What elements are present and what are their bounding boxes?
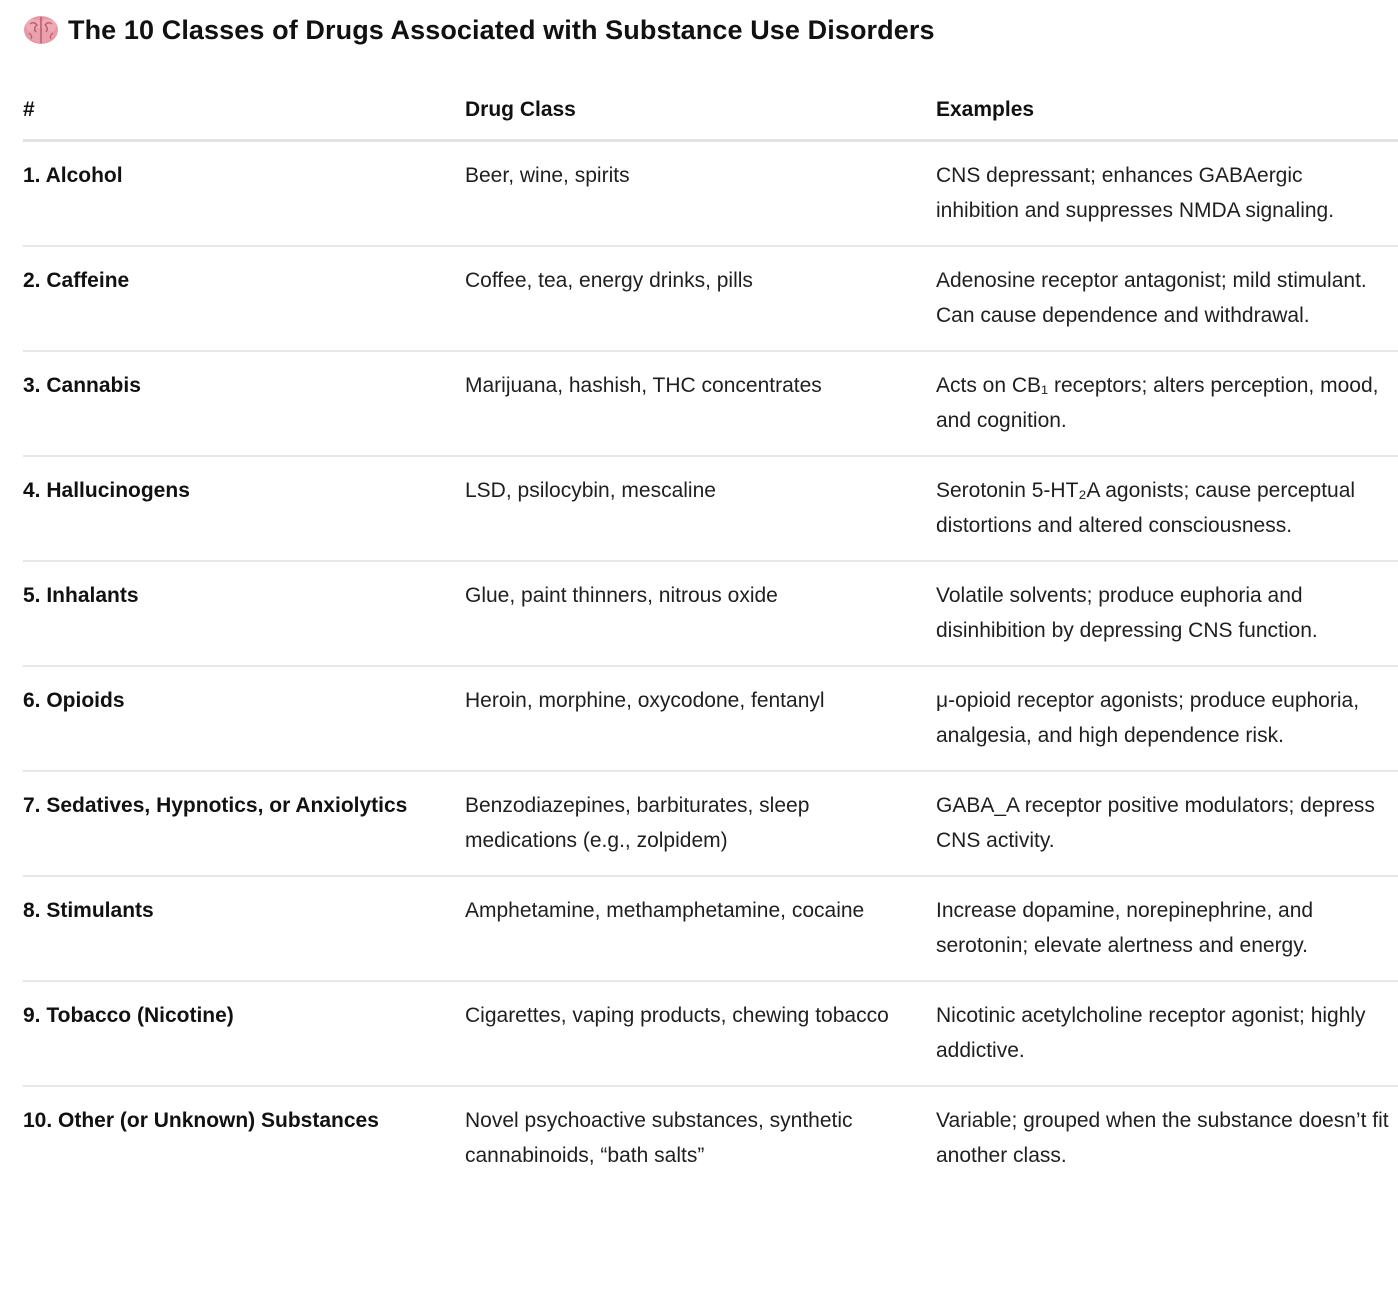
- row-number-cell: 10. Other (or Unknown) Substances: [23, 1109, 379, 1132]
- row-number-cell: 1. Alcohol: [23, 141, 465, 247]
- header-number: #: [23, 78, 465, 141]
- row-number-cell: 2. Caffeine: [23, 246, 465, 351]
- table-row: [23, 771, 1398, 876]
- row-number-cell: 4. Hallucinogens: [23, 456, 465, 561]
- row-number-cell: 6. Opioids: [23, 666, 465, 771]
- drug-class-cell: Beer, wine, spirits: [465, 141, 936, 247]
- examples-cell: Adenosine receptor antagonist; mild stimulant. Can cause dependence and withdrawal.: [936, 246, 1398, 351]
- table-header-row: [23, 78, 1398, 141]
- row-number-cell: 3. Cannabis: [23, 351, 465, 456]
- drug-class-cell: Benzodiazepines, barbiturates, sleep medications (e.g., zolpidem): [465, 771, 936, 876]
- drug-class-cell: Novel psychoactive substances, synthetic cannabinoids, “bath salts”: [465, 1109, 853, 1167]
- table-row: [23, 666, 1398, 771]
- examples-cell: GABA_A receptor positive modulators; depress CNS activity.: [936, 771, 1398, 876]
- row-number-cell: 9. Tobacco (Nicotine): [23, 981, 465, 1086]
- drug-class-cell: Cigarettes, vaping products, chewing tobacco: [465, 981, 936, 1086]
- drug-class-cell: Marijuana, hashish, THC concentrates: [465, 351, 936, 456]
- examples-cell: Volatile solvents; produce euphoria and disinhibition by depressing CNS function.: [936, 561, 1398, 666]
- examples-cell: Variable; grouped when the substance doesn’t fit another class.: [936, 1109, 1389, 1167]
- page-title: [22, 10, 935, 50]
- header-drug-class: Drug Class: [465, 78, 936, 141]
- brain-icon: [22, 13, 60, 47]
- drug-classes-table: [23, 78, 1398, 1190]
- table-row: [23, 141, 1398, 247]
- drug-class-cell: LSD, psilocybin, mescaline: [465, 456, 936, 561]
- table-row: [23, 351, 1398, 456]
- examples-cell: Serotonin 5-HT₂A agonists; cause perceptual distortions and altered consciousness.: [936, 456, 1398, 561]
- header-examples: Examples: [936, 78, 1398, 141]
- examples-cell: CNS depressant; enhances GABAergic inhibition and suppresses NMDA signaling.: [936, 141, 1398, 247]
- table-row: [23, 456, 1398, 561]
- examples-cell: Nicotinic acetylcholine receptor agonist; highly addictive.: [936, 981, 1398, 1086]
- table-row: [23, 1086, 1398, 1190]
- drug-class-cell: Amphetamine, methamphetamine, cocaine: [465, 876, 936, 981]
- table-row: [23, 981, 1398, 1086]
- table-row: [23, 561, 1398, 666]
- row-number-cell: 5. Inhalants: [23, 561, 465, 666]
- row-number-cell: 7. Sedatives, Hypnotics, or Anxiolytics: [23, 771, 465, 876]
- examples-cell: Increase dopamine, norepinephrine, and serotonin; elevate alertness and energy.: [936, 876, 1398, 981]
- drug-class-cell: Heroin, morphine, oxycodone, fentanyl: [465, 666, 936, 771]
- drug-class-cell: Glue, paint thinners, nitrous oxide: [465, 561, 936, 666]
- table-row: [23, 246, 1398, 351]
- examples-cell: Acts on CB₁ receptors; alters perception, mood, and cognition.: [936, 351, 1398, 456]
- table-row: [23, 876, 1398, 981]
- row-number-cell: 8. Stimulants: [23, 876, 465, 981]
- drug-class-cell: Coffee, tea, energy drinks, pills: [465, 246, 936, 351]
- page-title-text: The 10 Classes of Drugs Associated with Substance Use Disorders: [68, 14, 935, 45]
- examples-cell: μ-opioid receptor agonists; produce euphoria, analgesia, and high dependence risk.: [936, 666, 1398, 771]
